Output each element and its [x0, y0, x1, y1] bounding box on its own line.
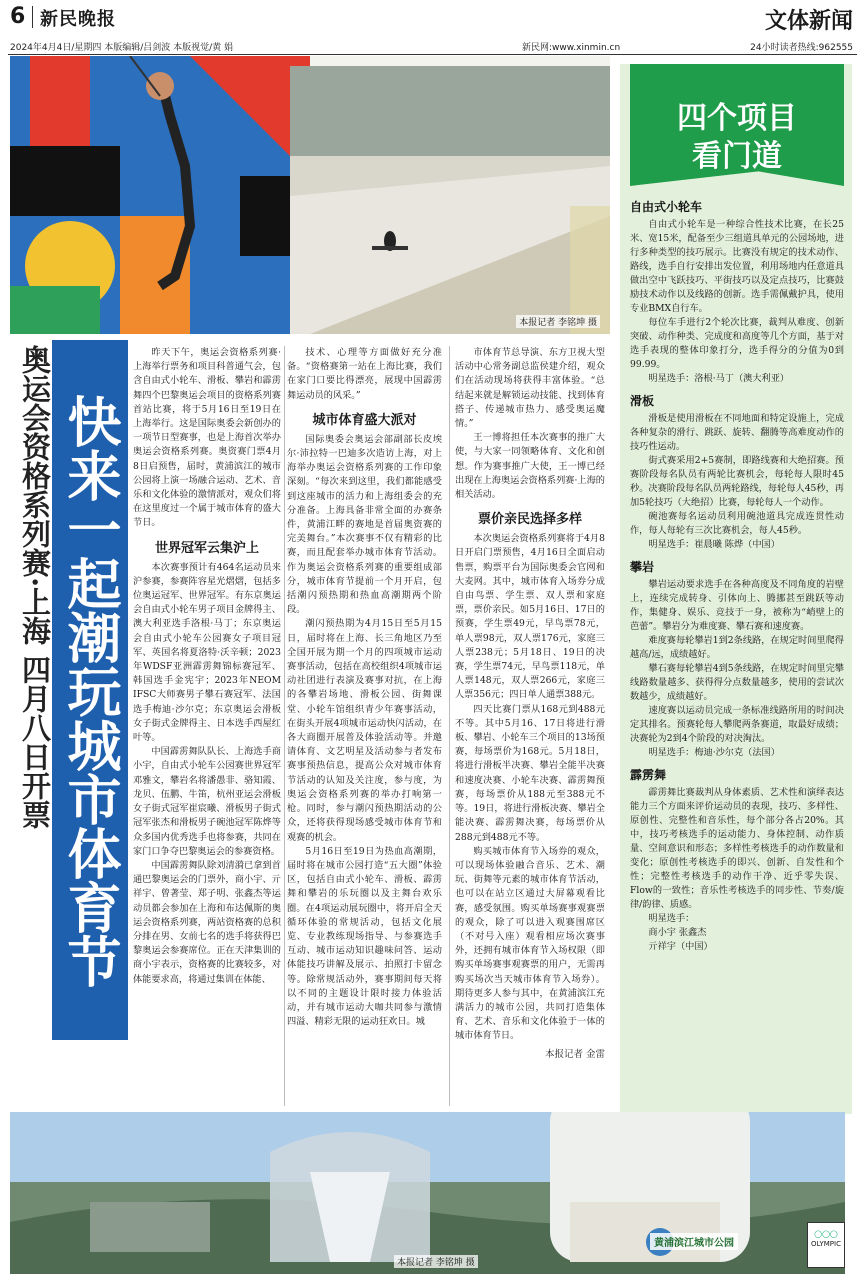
website: 新民网:www.xinmin.cn: [522, 43, 621, 53]
article-paragraph: 昨天下午，奥运会资格系列赛·上海举行票务和项目科普通气会，包含自由式小轮车、滑板、攀岩和霹雳舞四个巴黎奥运会项目的资格系列赛首站比赛，将于5月16日至19日在上海举行。这是国际奥委会新创办的一项节日型赛事，也是上海首次举办奥运会资格系列赛。奥资赛门票4月8日启预售，届时，黄浦滨江的城市公园将上演一场融合运动、艺术、音乐和文化体验的激情派对，观众们将在这里度过一个属于城市体育的盛大节日。: [133, 347, 281, 529]
sidebar-paragraph: 碗池赛每名运动员利用碗池道具完成连贯性动作，每人每轮有三次比赛机会，每人45秒。: [630, 511, 844, 536]
article-paragraph: 本次赛事预计有464名运动员来沪参赛，参赛阵容星光熠熠，包括多位奥运冠军、世界冠军。有东京奥运会自由式小轮车男子项目金牌得主、澳大利亚选手洛根·马丁；东京奥运会自由式小轮车公园赛女子项目冠军、英国名将夏洛特·沃辛顿；2023年WDSF亚洲霹雳舞锦标赛冠军、韩国选手金宪宇；2023年NEOM IFSC大师赛男子攀石赛冠军、法国选手梅迪·沙尔克；东京奥运会滑板女子街式金牌得主、日本选手西屋红叶等。: [133, 561, 281, 744]
sidebar-title-line1: 四个项目: [677, 101, 797, 136]
sidebar-stars: 明星选手：洛根·马丁（澳大利亚）: [648, 373, 790, 384]
sidebar-paragraph: 街式赛采用2+5赛制，即路线赛和大绝招赛。预赛阶段每名队员有两轮比赛机会，每轮每人限时45秒。决赛阶段每名队员两轮路线，每轮每人45秒，再加5轮技巧（大绝招）比赛，每轮每人一个动作。: [630, 455, 844, 508]
bottom-photo-caption: 本报记者 李铭坤 摄: [394, 1255, 478, 1268]
article-paragraph: 潮闪预热期为4月15日至5月15日，届时将在上海、长三角地区乃至全国开展为期一个月的四项城市运动赛事活动，包括在高校组织4项城市运动社团进行表演及赛事对抗，在上海的各攀岩场地、滑板公园、街舞课堂、小轮车馆组织青少年赛事活动，在街头开展4项城市运动快闪活动，在各大商圈开展普及体验活动等。并邀请体育、文艺明星及活动参与者发布赛事预热信息，提高公众对城市体育节活动的认知及关注度，参与度，为奥运会资格系列赛的举办打响第一枪。同时，参与潮闪预热期活动的公众，还将获得现场感受城市体育节和观赛的机会。: [287, 618, 442, 843]
article-paragraph: 本次奥运会资格系列赛将于4月8日开启门票预售，4月16日全面启动售票，购票平台为国际奥委会官网和大麦网。其中，城市体育入场券分成自由鸟票、学生票、双人票和家庭票，票价亲民。如5月16日、17日的预赛，学生票49元，早鸟票78元，单人票98元，双人票176元，家庭三人票238元；5月18日、19日的决赛，学生票74元，早鸟票118元，单人票148元，双人票266元，家庭三人票356元；四日单人通票388元。: [455, 533, 605, 701]
sidebar-body: [630, 192, 844, 954]
article-paragraph: 市体育节总导演、东方卫视大型活动中心常务副总监侯建介绍，观众们在活动现场将获得丰富体验。“总结起来就是解锁运动技能、找到体育搭子、传递城市热力、感受奥运魔情。”: [455, 347, 605, 430]
article-column-2: [287, 346, 442, 1029]
rings-icon: ◯◯◯: [814, 1230, 838, 1238]
sidebar-paragraph: 速度赛以运动员完成一条标准线路所用的时间决定其排名。预赛轮每人攀爬两条赛道，取最好成绩；决赛轮为2到4个阶段的对决淘汰。: [630, 705, 844, 744]
sidebar-paragraph: 攀岩运动要求选手在各种高度及不同角度的岩壁上，连续完成转身、引体向上、腾挪甚至跳跃等动作，集健身、娱乐、竞技于一身，被称为“峭壁上的芭蕾”。攀岩分为难度赛、攀石赛和速度赛。: [630, 579, 844, 632]
article-paragraph: 技术、心理等方面做好充分准备。“资格赛第一站在上海比赛，我们在家门口要比得漂亮，展现中国霹雳舞运动员的风采。”: [287, 347, 442, 401]
sidebar-stars: 明星选手：崔晨曦 陈烨（中国）: [648, 539, 780, 550]
main-headline: 快来一起潮玩城市体育节: [59, 394, 122, 988]
byline: 本报记者 金雷: [544, 1048, 605, 1060]
sidebar-paragraph: 霹雳舞比赛裁判从身体素质、艺术性和演绎表达能力三个方面来评价运动员的表现，技巧、多样性、原创性、完整性和音乐性，每个部分各占20%。其中，技巧考核选手的运动能力、身体控制、动作质量、空间意识和形态；多样性考核选手的动作数量和变化；原创性考核选手的即兴、创新、自发性和个性；完整性考核选手的动作干净、近乎零失误、Flow的一致性；音乐性考核选手的同步性、节奏/旋律/韵律、质感。: [630, 787, 844, 910]
top-photo-caption: 本报记者 李铭坤 摄: [516, 315, 600, 328]
sidebar-paragraph: 难度赛每轮攀岩1到2条线路，在规定时间里爬得越高/远，成绩越好。: [630, 635, 844, 660]
top-photo: [10, 56, 610, 334]
sidebar-paragraph: 攀石赛每轮攀岩4到5条线路，在规定时间里完攀线路数量越多、获得得分点数量越多，使用的尝试次数越少，成绩越好。: [630, 663, 844, 702]
emblem-label: OLYMPIC: [811, 1240, 841, 1248]
sidebar-paragraph: 自由式小轮车是一种综合性技术比赛，在长25米、宽15米，配备至少三组道具单元的公园场地，进行多种类型的技巧展示。比赛没有规定的技术动作、路线，选手自行安排出发位置，利用场地内任意道具做出空中飞跃技巧、平街技巧以及定点技巧，比赛鼓励技术动作以及线路的创新。选手需佩戴护具，使用专业BMX自行车。: [630, 219, 844, 314]
reader-hotline: 24小时读者热线:962555: [750, 43, 853, 53]
article-paragraph: 国际奥委会奥运会部副部长皮埃尔·沛拉特一巴迪多次造访上海，对上海举办奥运会资格系列赛的工作印象深刻。“每次来到这里，我们都能感受到这座城市的活力和上海组委会的充分准备。上海具备非常全面的办赛条件，黄浦江畔的赛地是首届奥资赛的完美舞台。”本次赛事不仅有精彩的比赛，而且配套举办城市体育节活动。作为奥运会资格系列赛的重要组成部分，城市体育节提前一个月开启，包括潮闪预热期和热血高潮期两个阶段。: [287, 433, 442, 616]
masthead-divider: [32, 6, 33, 28]
article-paragraph: 中国霹雳舞队除刘清漪已拿到首通巴黎奥运会的门票外，商小宇、亓祥宇、曾著莹、郑子明、张鑫杰等运动员都会参加在上海和布达佩斯的奥运会资格系列赛，两站资格赛的总积分排在男、女前七名的选手将获得巴黎奥运会参赛席位。正在天津集训的商小宇表示，资格赛的比赛较多，对体能要求高，将通过集训在体能、: [133, 859, 281, 985]
sidebar-heading-breaking: 霹雳舞: [630, 768, 667, 782]
article-column-1: [133, 346, 281, 987]
article-paragraph: 购买城市体育节入场券的观众，可以现场体验融合音乐、艺术、潮玩、街舞等元素的城市体育节活动，也可以在站立区通过大屏幕观看比赛，感受氛围。购买单场赛事观赛票的观众，除了可以进入观赛围席区（不对号入座）观看相应场次赛事外，还拥有城市体育节入场权限（即购买单场赛事观赛票的用户，无需再购买场次当天城市体育节入场券）。期待更多人参与其中，在黄浦滨江充满活力的城市公园，共同打造集体育、艺术、音乐和文化体验于一体的城市体育节日。: [455, 845, 605, 1042]
sidebar-title: [630, 100, 844, 176]
subhead-tickets: 票价亲民选择多样: [477, 512, 582, 528]
olympic-emblem: [807, 1222, 845, 1268]
sidebar-stars: 商小宇 张鑫杰: [648, 927, 707, 938]
newspaper-name: 新民晚报: [40, 9, 116, 30]
section-title: 文体新闻: [764, 8, 853, 34]
article-paragraph: 王一博将担任本次赛事的推广大使，与大家一同领略体育、文化和创想。作为赛事推广大使，王一博已经出现在上海奥运会资格系列赛·上海的相关活动。: [455, 432, 605, 501]
article-paragraph: 中国霹雳舞队队长、上海选手商小宇，自由式小轮车公园赛世界冠军邓雅文，攀岩名将潘愚非、骆知霞、龙贝、伍鹏、牛笛，杭州亚运会滑板女子街式冠军崔宸曦、滑板男子街式冠军张杰和滑板男子碗池冠军陈烨等众多国内优秀选手也将参赛，共同在家门口争夺巴黎奥运会的参赛资格。: [133, 746, 281, 857]
sidebar-heading-skateboard: 滑板: [630, 394, 655, 408]
article-paragraph: 四天比赛门票从168元到488元不等。其中5月16、17日将进行滑板、攀岩、小轮车三个项目的13场预赛，每场票价为168元。5月18日，将进行滑板半决赛、攀岩全能半决赛和速度决赛、小轮车决赛、霹雳舞预赛，每场票价从188元至388元不等。19日，将进行滑板决赛、攀岩全能决赛、霹雳舞决赛，每场票价从288元到488元不等。: [455, 703, 605, 843]
kicker-headline: 奥运会资格系列赛·上海 四月八日开票: [18, 345, 52, 830]
sidebar-stars: 亓祥宇（中国）: [648, 941, 713, 952]
article-paragraph: 5月16日至19日为热血高潮期，届时将在城市公园打造“五大圈”体验区，包括自由式小轮车、滑板、霹雳舞和攀岩的乐玩圈以及主舞台欢乐圈。在4项运动展玩圈中，将开启全天循环体验的常规活动，包括文化展览、专业教练现场指导、与参赛选手互动、城市运动知识趣味问答、运动体能技巧讲解及展示、拍照打卡留念等。除常规活动外，赛事期间每天将以不同的主题设计限时接力体验活动，并有城市运动大咖共同参与激情四溢、精彩无限的运动狂欢日。城: [287, 845, 442, 1028]
sidebar-stars: 明星选手：: [648, 913, 695, 924]
collage-graphic: [10, 56, 610, 334]
bottom-photo: [10, 1112, 845, 1274]
sidebar-paragraph: 每位车手进行2个轮次比赛，裁判从难度、创新突破、动作种类、完成度和高度等几个方面，基于对选手表现的整体印象打分，选手得分的分值为0到99.99。: [630, 317, 844, 370]
sidebar-heading-bmx: 自由式小轮车: [630, 200, 703, 214]
subhead-party: 城市体育盛大派对: [312, 412, 417, 428]
sidebar-stars: 明星选手：梅迪·沙尔克（法国）: [648, 747, 780, 758]
dateline: 2024年4月4日/星期四 本版编辑/吕剑波 本版视觉/黄 娟: [10, 43, 234, 53]
article-column-3: [455, 346, 605, 1060]
subhead-champions: 世界冠军云集沪上: [154, 540, 259, 556]
sidebar-heading-climbing: 攀岩: [630, 560, 655, 574]
column-rule: [284, 346, 285, 1106]
column-rule: [449, 346, 450, 1106]
page-number: 6: [10, 4, 26, 29]
sidebar-paragraph: 滑板是使用滑板在不同地面和特定设施上，完成各种复杂的滑行、跳跃、旋转、翻腾等高难度动作的技巧性运动。: [630, 413, 844, 452]
masthead-rule: [8, 54, 857, 55]
park-sign: 黄浦滨江城市公园: [650, 1233, 738, 1250]
sidebar-title-line2: 看门道: [692, 139, 782, 174]
